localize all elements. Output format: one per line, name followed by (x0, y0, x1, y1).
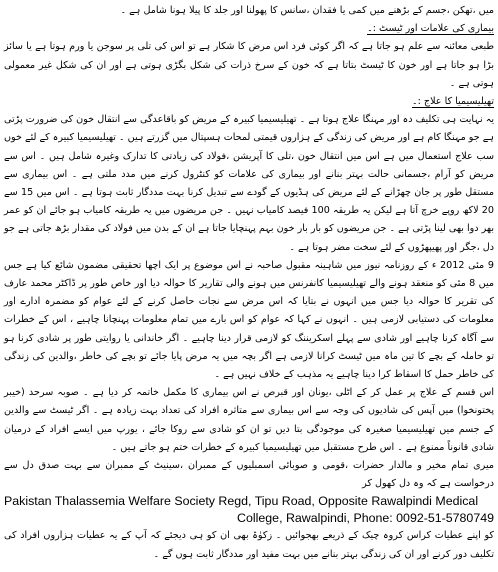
closing-paragraph: کو اپنے عطیات کراس کروہ چیک کے ذریعے بھجوائیں ۔ زکوٰۃ بھی ان کو ہی دیجئے کہ آپ کے یہ عطیات ہزاروں افراد کی تکلیف دور کرنے اور ان کی زندگی بہتر بنانے میں بہت مفید اور مددگار ثابت ہوں گے ۔ (4, 530, 494, 560)
symptoms-heading-text: بیماری کی علامات اور ٹیسٹ :۔ (367, 23, 494, 35)
symptoms-paragraph: طبعی معائنہ سے علم ہو جاتا ہے کہ اگر کوئی فرد اس مرض کا شکار ہے تو اس کی تلی پر سوجن یا ورم ہوتا ہے یا سائز بڑا ہو جاتا ہے اور خون کا ٹیسٹ بتاتا ہے کہ خون کے سرخ ذرات کی شکل بگڑی ہوتی ہے اور ان کی شکل غیر معمولی ہوتی ہے ۔ (4, 41, 494, 89)
treatment-paragraph: یہ نہایت ہی تکلیف دہ اور مہنگا علاج ہوتا ہے ۔ تھیلیسیمیا کبیرہ کے مریض کو باقاعدگی سے انتقال خون کی ضرورت پڑتی ہے جو مہنگا کام ہے اور مریض کی زندگی کے ہزاروں قیمتی لمحات ہسپتال میں گزرتے ہیں ۔ تھیلیسیمیا کبیرہ کے لئے خوں سب علاج استعمال میں ہے اس میں انتقال خون ،تلی کا آپریشن ،فولاد کی زیادتی کا تدارک وغیرہ شامل ہیں ۔ اس سے مریض کو آرام ،جسمانی حالت بہتر بنانے اور بیماری کی علامات کو کنٹرول کرنے میں مدد ملتی ہے ۔ اس بیماری سے مستقل طور پر جان چھڑانے کے لئے مریض کی ہڈیوں کے گودے سے تبدیل کرنا بہت مددگار ثابت ہوتا ہے ۔ اس میں 15 سے 20 لاکھ روپے خرچ آتا ہے لیکن یہ طریقہ 100 فیصد کامیاب نہیں ۔ جن مریضوں میں یہ طریقہ کامیاب ہو جائے ان کو عمر بھر دوا بھی لینا پڑتی ہے ۔ جن مریضوں کو بار بار خون بہم پہنچایا جاتا ہے ان کے بدن میں فولاد کی مقدار بڑھ جاتی ہے جو دل ،جگر اور پھیپھڑوں کے لئے سخت مضر ہوتا ہے ۔ (4, 114, 494, 253)
symptoms-heading (4, 20, 494, 38)
intro-paragraph: میں ،تھکن ،جسم کے بڑھنے میں کمی یا فقدان ،سانس کا پھولنا اور جلد کا پیلا ہونا شامل ہے ۔ (120, 5, 494, 16)
news-paragraph: 9 مئی 2012 ء کے روزنامہ نیوز میں شاہینہ مقبول صاحبہ نے اس موضوع پر ایک اچھا تحقیقی مضمون شائع کیا ہے جس میں 8 مئی کو منعقد ہونے والے تھیلیسیمیا کانفرنس میں ہونے والی تقاریر کا حوالہ دیا اور خاص طور پر ڈاکٹر محمد عارف کی تقریر کا حوالہ دیا جس میں انہوں نے بتایا کہ اس مرض سے نجات حاصل کرنے کے لئے عوام کو مضمرہ ادارے اور معلومات کی دستیابی لازمی ہیں ۔ انہوں نے کہا کہ عوام کو اس بارے میں تمام معلومات پہنچانا چاہیے ، اس کے خطرات سے آگاہ کرنا چاہیے اور شادی سے پہلے اسکریننگ کو لازمی قرار دینا چاہیے ۔ اگر خاندانی یا روایتی طور پر شادی کرنا ہو تو حاملہ کے بچے کا تین ماہ میں ٹیسٹ کرانا لازمی ہے اگر بچہ میں یہ مرض پایا جائے تو بچے کی خاطر ،والدین کی زندگی کی خاطر حمل کا اسقاط کرا دینا چاہیے یہ مذہب کے خلاف نہیں ہے ۔ (4, 259, 494, 381)
society-address-line-2: College, Rawalpindi, Phone: 0092-51-5780749 (237, 511, 494, 526)
treatment-heading-text: تھیلیسیمیا کا علاج :۔ (411, 96, 494, 108)
appeal-paragraph: میری تمام مخیر و مالدار حضرات ،قومی و صوبائی اسمبلیوں کے ممبران ،سینیٹ کے ممبران سے بہت صدق دل سے درخواست ہے کہ وہ دل کھول کر (4, 460, 494, 490)
treatment-heading (4, 93, 494, 111)
society-address-line-1: Pakistan Thalassemia Welfare Society Regd, Tipu Road, Opposite Rawalpindi Medical (4, 494, 479, 509)
law-paragraph: اس قسم کے علاج پر عمل کر کے اٹلی ،یونان اور قبرص نے اس بیماری کا مکمل خاتمہ کر دیا ہے ۔ صوبہ سرحد (خیبر پختونخوا) میں آپس کی شادیوں کی وجہ سے اس بیماری سے متاثرہ افراد کی تعداد بہت زیادہ ہے ۔ اگر ٹیسٹ سے والدین کے جسم میں تھیلیسیمیا صغیرہ کی موجودگی بتا دیں تو ان کو شادی سے روکا جائے ، یورپ میں ایسے افراد کے درمیان شادی قانوناً ممنوع ہے ۔ اس طرح مستقبل میں تھیلیسیمیا کبیرہ کے خطرات ختم ہو جاتے ہیں ۔ (4, 387, 494, 453)
